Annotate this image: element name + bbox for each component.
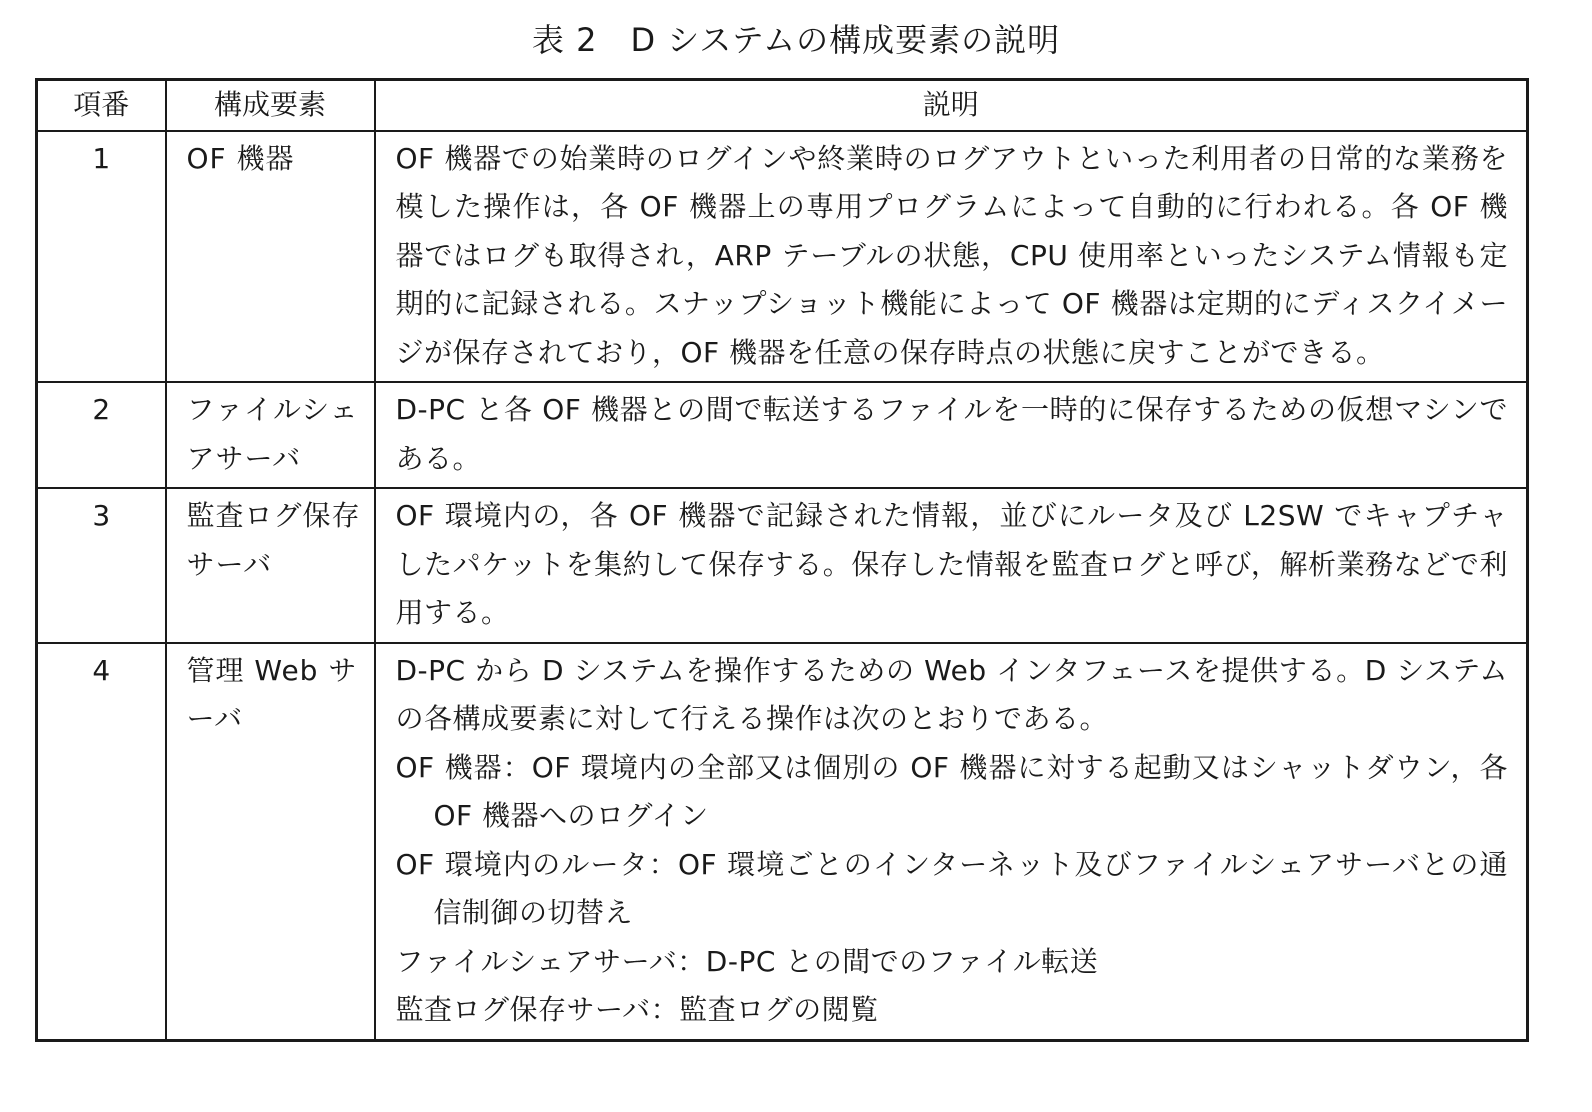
table-row	[37, 131, 1528, 383]
table-header-row	[37, 80, 1528, 131]
table-row	[37, 382, 1528, 488]
row-component: 管理 Web サーバ	[166, 643, 375, 1041]
operation-item: 監査ログ保存サーバ：監査ログの閲覧	[395, 993, 879, 1026]
row-description	[375, 643, 1528, 1041]
table-caption: 表 2 D システムの構成要素の説明	[531, 21, 1061, 59]
header-description: 説明	[375, 80, 1528, 131]
row-component: 監査ログ保存サーバ	[166, 488, 375, 643]
row-number: 3	[37, 488, 166, 643]
operation-item: OF 環境内のルータ：OF 環境ごとのインターネット及びファイルシェアサーバとの通信制御の切替え	[395, 847, 1508, 929]
row-description-intro: D-PC から D システムを操作するための Web インタフェースを提供する。D システムの各構成要素に対して行える操作は次のとおりである。	[395, 653, 1508, 735]
row-description: D-PC と各 OF 機器との間で転送するファイルを一時的に保存するための仮想マシンである。	[375, 382, 1528, 488]
operation-item: OF 機器：OF 環境内の全部又は個別の OF 機器に対する起動又はシャットダウン，各 OF 機器へのログイン	[395, 750, 1508, 832]
header-number: 項番	[37, 80, 166, 131]
row-description: OF 環境内の，各 OF 機器で記録された情報，並びにルータ及び L2SW でキャプチャしたパケットを集約して保存する。保存した情報を監査ログと呼び，解析業務などで利用する。	[375, 488, 1528, 643]
row-number: 4	[37, 643, 166, 1041]
row-number: 2	[37, 382, 166, 488]
components-table	[35, 78, 1529, 1042]
row-component: ファイルシェアサーバ	[166, 382, 375, 488]
row-description: OF 機器での始業時のログインや終業時のログアウトといった利用者の日常的な業務を模した操作は，各 OF 機器上の専用プログラムによって自動的に行われる。各 OF 機器ではログも取得され，ARP テーブルの状態，CPU 使用率といったシステム情報も定期的に記録される。スナップショット機能によって OF 機器は定期的にディスクイメージが保存されており，OF 機器を任意の保存時点の状態に戻すことができる。	[375, 131, 1528, 383]
row-component: OF 機器	[166, 131, 375, 383]
operation-item: ファイルシェアサーバ：D-PC との間でのファイル転送	[395, 944, 1099, 978]
header-component: 構成要素	[166, 80, 375, 131]
table-row	[37, 643, 1528, 1041]
row-number: 1	[37, 131, 166, 383]
table-row	[37, 488, 1528, 643]
operations-list	[396, 744, 1509, 1035]
